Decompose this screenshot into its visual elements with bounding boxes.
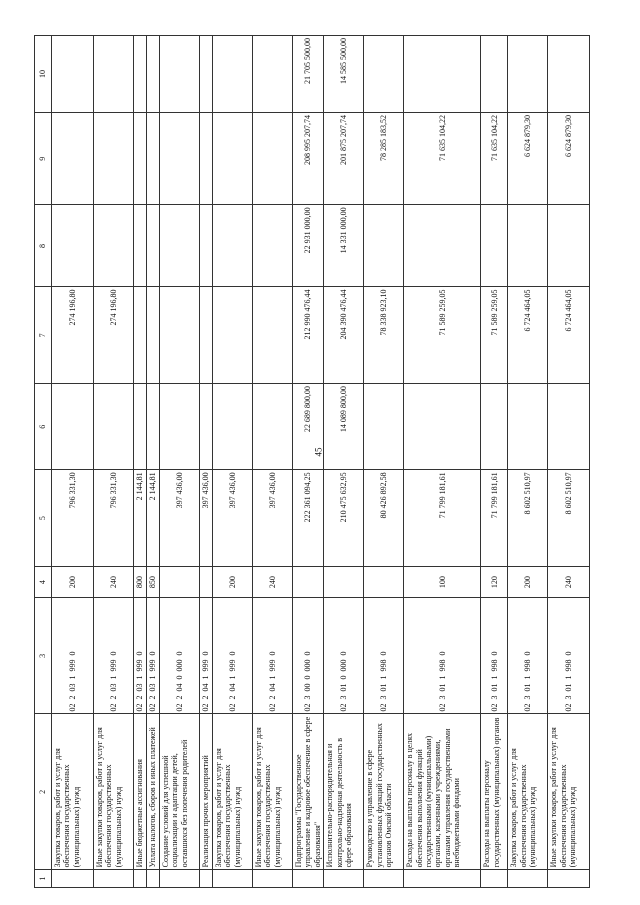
amount-cell: 6 724 464,05 bbox=[508, 287, 548, 384]
column-number: 6 bbox=[35, 384, 52, 470]
amount-cell bbox=[94, 36, 134, 113]
expense-type-cell bbox=[160, 566, 200, 597]
amount-cell: 78 338 923,10 bbox=[364, 287, 404, 384]
amount-cell: 201 875 207,74 bbox=[324, 112, 364, 204]
row-name-cell: Подпрограмма "Государственное управление и кадровое обеспечение в сфере образования" bbox=[293, 714, 324, 870]
table-row bbox=[364, 36, 404, 888]
expense-type-cell: 240 bbox=[548, 566, 590, 597]
expense-type-cell: 850 bbox=[147, 566, 160, 597]
amount-cell bbox=[213, 112, 253, 204]
amount-cell bbox=[134, 36, 147, 113]
amount-cell bbox=[404, 205, 481, 287]
amount-cell bbox=[134, 112, 147, 204]
expense-type-cell: 120 bbox=[481, 566, 508, 597]
classification-code-cell: 02 3 01 1 998 0 bbox=[364, 598, 404, 714]
column-number-row bbox=[35, 36, 52, 888]
amount-cell bbox=[548, 36, 590, 113]
row-name-cell: Иные закупки товаров, работ и услуг для обеспечения государственных (муниципальных) нужд bbox=[94, 714, 134, 870]
row-index-cell bbox=[324, 870, 364, 888]
amount-cell: 71 589 259,05 bbox=[404, 287, 481, 384]
classification-code-cell: 02 2 04 1 999 0 bbox=[213, 598, 253, 714]
amount-cell: 6 724 464,05 bbox=[548, 287, 590, 384]
amount-cell: 80 426 892,58 bbox=[364, 470, 404, 567]
row-index-cell bbox=[481, 870, 508, 888]
amount-cell bbox=[134, 384, 147, 470]
amount-cell bbox=[481, 205, 508, 287]
row-name-cell: Создание условий для успешной социализации и адаптации детей, оставшихся без попечения родителей bbox=[160, 714, 200, 870]
amount-cell: 78 285 183,52 bbox=[364, 112, 404, 204]
amount-cell bbox=[253, 36, 293, 113]
amount-cell: 22 689 800,00 bbox=[293, 384, 324, 470]
amount-cell bbox=[147, 36, 160, 113]
expense-type-cell: 200 bbox=[213, 566, 253, 597]
row-name-cell: Руководство и управление в сфере установленных функций государственных органов Омской области bbox=[364, 714, 404, 870]
row-name-cell: Расходы на выплаты персоналу в целях обеспечения выполнения функций государственными (муниципальными) органами, казенными учреждениями, органами управления государственными внебюджетными фондами bbox=[404, 714, 481, 870]
amount-cell bbox=[134, 287, 147, 384]
amount-cell bbox=[253, 205, 293, 287]
column-number: 4 bbox=[35, 566, 52, 597]
table-row bbox=[134, 36, 147, 888]
table-row bbox=[213, 36, 253, 888]
classification-code-cell: 02 2 04 0 000 0 bbox=[160, 598, 200, 714]
amount-cell: 2 144,81 bbox=[134, 470, 147, 567]
amount-cell bbox=[200, 205, 213, 287]
table-row bbox=[324, 36, 364, 888]
table-row bbox=[94, 36, 134, 888]
amount-cell: 397 436,00 bbox=[253, 470, 293, 567]
expense-type-cell: 800 bbox=[134, 566, 147, 597]
column-number: 5 bbox=[35, 470, 52, 567]
amount-cell: 274 196,80 bbox=[52, 287, 94, 384]
amount-cell bbox=[94, 205, 134, 287]
row-name-cell: Уплата налогов, сборов и иных платежей bbox=[147, 714, 160, 870]
amount-cell: 208 995 207,74 bbox=[293, 112, 324, 204]
row-name-cell: Исполнительно-распорядительная и контрольно-надзорная деятельность в сфере образования bbox=[324, 714, 364, 870]
classification-code-cell: 02 2 03 1 999 0 bbox=[52, 598, 94, 714]
amount-cell bbox=[253, 112, 293, 204]
amount-cell: 71 799 181,61 bbox=[404, 470, 481, 567]
classification-code-cell: 02 3 01 1 998 0 bbox=[404, 598, 481, 714]
column-number: 2 bbox=[35, 714, 52, 870]
table-row bbox=[160, 36, 200, 888]
column-number: 7 bbox=[35, 287, 52, 384]
column-number: 10 bbox=[35, 36, 52, 113]
row-name-cell: Закупка товаров, работ и услуг для обеспечения государственных (муниципальных) нужд bbox=[508, 714, 548, 870]
amount-cell bbox=[160, 205, 200, 287]
row-index-cell bbox=[364, 870, 404, 888]
table-row bbox=[200, 36, 213, 888]
amount-cell bbox=[508, 36, 548, 113]
row-name-cell: Иные закупки товаров, работ и услуг для обеспечения государственных (муниципальных) нужд bbox=[548, 714, 590, 870]
classification-code-cell: 02 2 04 1 999 0 bbox=[200, 598, 213, 714]
amount-cell: 6 624 879,30 bbox=[548, 112, 590, 204]
row-index-cell bbox=[508, 870, 548, 888]
amount-cell bbox=[508, 384, 548, 470]
amount-cell bbox=[160, 287, 200, 384]
classification-code-cell: 02 3 00 0 000 0 bbox=[293, 598, 324, 714]
amount-cell: 397 436,00 bbox=[160, 470, 200, 567]
amount-cell bbox=[160, 36, 200, 113]
amount-cell bbox=[147, 287, 160, 384]
amount-cell bbox=[52, 205, 94, 287]
classification-code-cell: 02 2 03 1 999 0 bbox=[94, 598, 134, 714]
amount-cell: 796 331,30 bbox=[94, 470, 134, 567]
row-name-cell: Закупка товаров, работ и услуг для обеспечения государственных (муниципальных) нужд bbox=[213, 714, 253, 870]
table-row bbox=[293, 36, 324, 888]
amount-cell bbox=[134, 205, 147, 287]
table-row bbox=[404, 36, 481, 888]
amount-cell bbox=[253, 384, 293, 470]
expense-type-cell bbox=[200, 566, 213, 597]
amount-cell: 21 705 500,00 bbox=[293, 36, 324, 113]
classification-code-cell: 02 2 03 1 999 0 bbox=[147, 598, 160, 714]
table-row bbox=[508, 36, 548, 888]
page-number: 45 bbox=[313, 447, 324, 457]
amount-cell bbox=[160, 384, 200, 470]
amount-cell bbox=[147, 384, 160, 470]
amount-cell bbox=[52, 36, 94, 113]
row-index-cell bbox=[134, 870, 147, 888]
row-index-cell bbox=[404, 870, 481, 888]
table-body bbox=[52, 36, 590, 888]
amount-cell bbox=[364, 384, 404, 470]
amount-cell: 14 089 800,00 bbox=[324, 384, 364, 470]
amount-cell bbox=[200, 287, 213, 384]
amount-cell: 71 635 104,22 bbox=[481, 112, 508, 204]
amount-cell bbox=[52, 112, 94, 204]
row-index-cell bbox=[147, 870, 160, 888]
row-index-cell bbox=[200, 870, 213, 888]
expense-type-cell bbox=[324, 566, 364, 597]
expense-type-cell: 200 bbox=[508, 566, 548, 597]
amount-cell: 71 635 104,22 bbox=[404, 112, 481, 204]
classification-code-cell: 02 3 01 1 998 0 bbox=[548, 598, 590, 714]
amount-cell bbox=[200, 36, 213, 113]
column-number: 1 bbox=[35, 870, 52, 888]
amount-cell bbox=[160, 112, 200, 204]
expense-type-cell: 240 bbox=[94, 566, 134, 597]
expense-type-cell: 100 bbox=[404, 566, 481, 597]
amount-cell: 274 196,80 bbox=[94, 287, 134, 384]
amount-cell bbox=[364, 36, 404, 113]
amount-cell bbox=[253, 287, 293, 384]
amount-cell bbox=[147, 112, 160, 204]
table-row bbox=[481, 36, 508, 888]
amount-cell: 210 475 632,95 bbox=[324, 470, 364, 567]
row-index-cell bbox=[548, 870, 590, 888]
amount-cell bbox=[213, 36, 253, 113]
amount-cell bbox=[508, 205, 548, 287]
amount-cell bbox=[147, 205, 160, 287]
table-row bbox=[253, 36, 293, 888]
column-number: 9 bbox=[35, 112, 52, 204]
column-number: 3 bbox=[35, 598, 52, 714]
rotated-page bbox=[34, 35, 619, 888]
amount-cell bbox=[52, 384, 94, 470]
column-number: 8 bbox=[35, 205, 52, 287]
row-index-cell bbox=[253, 870, 293, 888]
expense-type-cell: 240 bbox=[253, 566, 293, 597]
amount-cell: 14 585 500,00 bbox=[324, 36, 364, 113]
amount-cell: 212 990 476,44 bbox=[293, 287, 324, 384]
classification-code-cell: 02 3 01 1 998 0 bbox=[481, 598, 508, 714]
row-name-cell: Закупка товаров, работ и услуг для обеспечения государственных (муниципальных) нужд bbox=[52, 714, 94, 870]
row-name-cell: Иные закупки товаров, работ и услуг для обеспечения государственных (муниципальных) нужд bbox=[253, 714, 293, 870]
amount-cell bbox=[94, 112, 134, 204]
amount-cell: 2 144,81 bbox=[147, 470, 160, 567]
amount-cell bbox=[213, 205, 253, 287]
table-row bbox=[548, 36, 590, 888]
amount-cell: 222 361 094,25 bbox=[293, 470, 324, 567]
expense-type-cell bbox=[364, 566, 404, 597]
budget-table bbox=[34, 35, 590, 888]
amount-cell bbox=[200, 384, 213, 470]
amount-cell bbox=[404, 384, 481, 470]
table-row bbox=[52, 36, 94, 888]
row-index-cell bbox=[52, 870, 94, 888]
amount-cell: 8 602 510,97 bbox=[548, 470, 590, 567]
amount-cell: 397 436,00 bbox=[213, 470, 253, 567]
amount-cell bbox=[364, 205, 404, 287]
amount-cell bbox=[94, 384, 134, 470]
classification-code-cell: 02 3 01 0 000 0 bbox=[324, 598, 364, 714]
amount-cell bbox=[548, 205, 590, 287]
amount-cell bbox=[200, 112, 213, 204]
row-index-cell bbox=[213, 870, 253, 888]
row-index-cell bbox=[94, 870, 134, 888]
amount-cell bbox=[404, 36, 481, 113]
amount-cell bbox=[481, 36, 508, 113]
amount-cell: 796 331,30 bbox=[52, 470, 94, 567]
amount-cell bbox=[481, 384, 508, 470]
amount-cell: 397 436,00 bbox=[200, 470, 213, 567]
amount-cell bbox=[213, 384, 253, 470]
expense-type-cell: 200 bbox=[52, 566, 94, 597]
amount-cell: 204 390 476,44 bbox=[324, 287, 364, 384]
amount-cell bbox=[548, 384, 590, 470]
classification-code-cell: 02 2 04 1 999 0 bbox=[253, 598, 293, 714]
amount-cell: 8 602 510,97 bbox=[508, 470, 548, 567]
table-row bbox=[147, 36, 160, 888]
row-name-cell: Иные бюджетные ассигнования bbox=[134, 714, 147, 870]
amount-cell: 6 624 879,30 bbox=[508, 112, 548, 204]
classification-code-cell: 02 3 01 1 998 0 bbox=[508, 598, 548, 714]
amount-cell: 71 799 181,61 bbox=[481, 470, 508, 567]
amount-cell bbox=[213, 287, 253, 384]
classification-code-cell: 02 2 03 1 999 0 bbox=[134, 598, 147, 714]
row-index-cell bbox=[293, 870, 324, 888]
row-name-cell: Реализация прочих мероприятий bbox=[200, 714, 213, 870]
amount-cell: 71 589 259,05 bbox=[481, 287, 508, 384]
expense-type-cell bbox=[293, 566, 324, 597]
row-name-cell: Расходы на выплаты персоналу государственных (муниципальных) органов bbox=[481, 714, 508, 870]
row-index-cell bbox=[160, 870, 200, 888]
amount-cell: 14 331 000,00 bbox=[324, 205, 364, 287]
amount-cell: 22 931 000,00 bbox=[293, 205, 324, 287]
